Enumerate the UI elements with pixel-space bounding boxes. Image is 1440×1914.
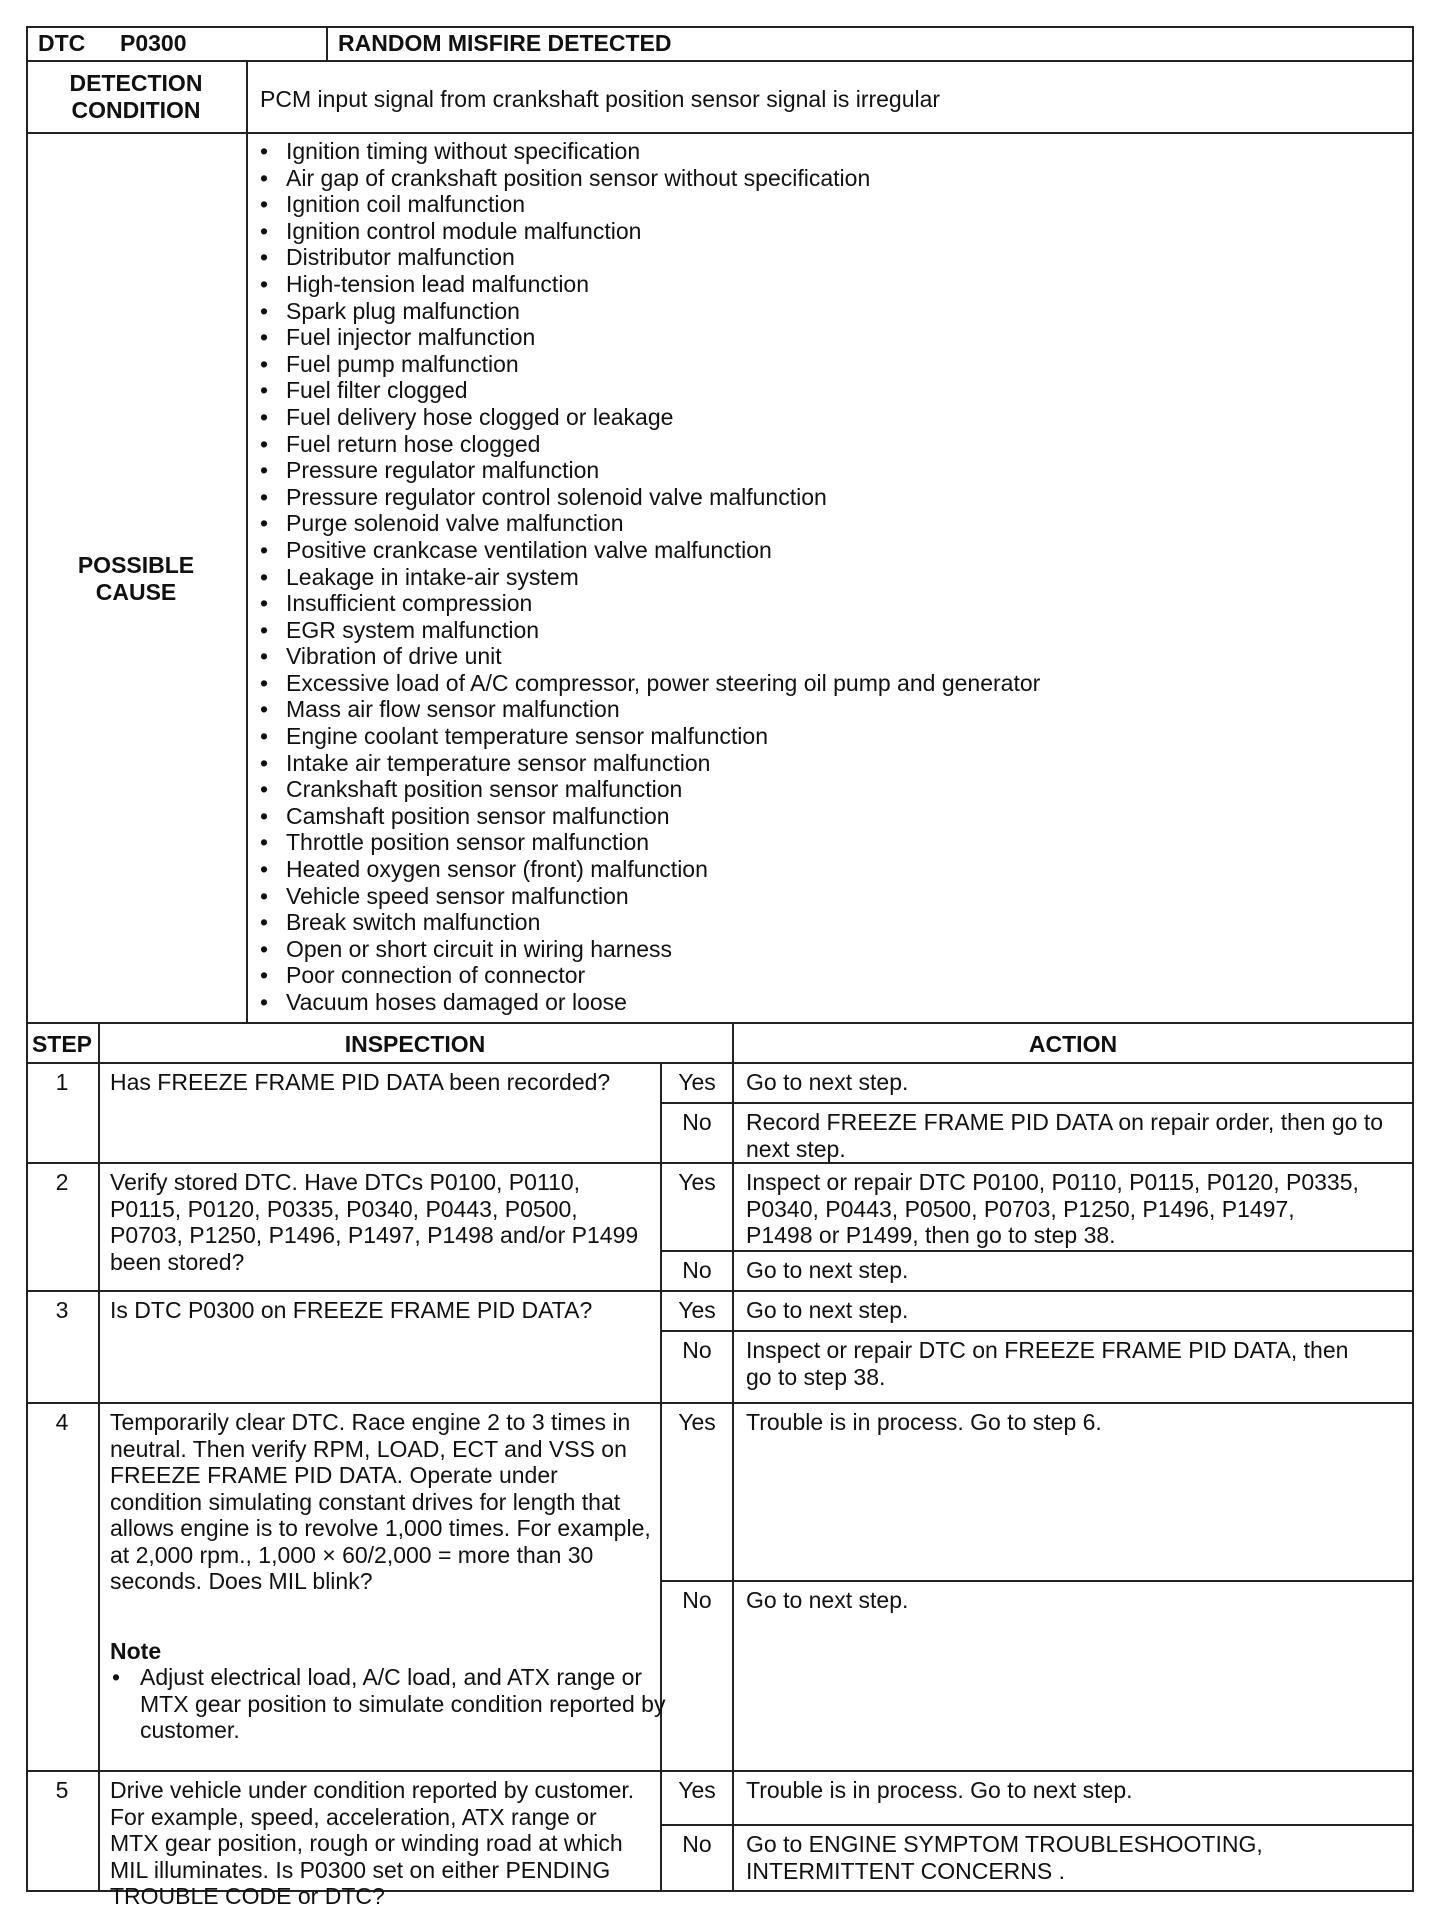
step-3-no-label: No	[682, 1337, 712, 1363]
detection-condition-text: PCM input signal from crankshaft position sensor signal is irregular	[260, 86, 941, 112]
step-4-number: 4	[55, 1409, 69, 1435]
step-5-inspection: Drive vehicle under condition reported by customer. For example, speed, acceleration, ATX range or MTX gear position, rough or winding road at which MIL illuminates. Is P0300 set on either PENDING TROUBLE CODE or DTC?	[110, 1777, 635, 1909]
possible-cause-item: • Insufficient compression	[256, 590, 1040, 617]
possible-cause-item: • Fuel return hose clogged	[256, 431, 1040, 458]
step-2-number: 2	[55, 1169, 69, 1195]
possible-cause-item: • Ignition control module malfunction	[256, 218, 1040, 245]
possible-cause-item: • Engine coolant temperature sensor malfunction	[256, 723, 1040, 750]
step-5-number: 5	[55, 1777, 69, 1803]
step-5-yes-action: Trouble is in process. Go to next step.	[746, 1777, 1133, 1803]
step-2-yes-label: Yes	[678, 1169, 716, 1195]
possible-cause-item: • Heated oxygen sensor (front) malfunction	[256, 856, 1040, 883]
step-1-no-label: No	[682, 1109, 712, 1135]
dtc-document	[26, 26, 1414, 1909]
step-1-inspection: Has FREEZE FRAME PID DATA been recorded?	[110, 1069, 611, 1095]
step-4-yes-action: Trouble is in process. Go to step 6.	[746, 1409, 1102, 1435]
possible-cause-item: • Vibration of drive unit	[256, 643, 1040, 670]
possible-cause-item: • Mass air flow sensor malfunction	[256, 696, 1040, 723]
possible-cause-item: • Fuel injector malfunction	[256, 324, 1040, 351]
step-2-inspection: Verify stored DTC. Have DTCs P0100, P0110, P0115, P0120, P0335, P0340, P0443, P0500, P0703, P1250, P1496, P1497, P1498 and/or P1499 been stored?	[110, 1169, 639, 1275]
step-column-header: STEP	[31, 1031, 93, 1057]
possible-cause-item: • Vacuum hoses damaged or loose	[256, 989, 1040, 1016]
possible-cause-item: • EGR system malfunction	[256, 617, 1040, 644]
possible-cause-item: • High-tension lead malfunction	[256, 271, 1040, 298]
possible-cause-item: • Distributor malfunction	[256, 244, 1040, 271]
possible-cause-item: • Poor connection of connector	[256, 962, 1040, 989]
step-4-note-label: Note	[110, 1638, 162, 1664]
possible-cause-item: • Open or short circuit in wiring harness	[256, 936, 1040, 963]
possible-cause-item: • Fuel delivery hose clogged or leakage	[256, 404, 1040, 431]
possible-cause-item: • Excessive load of A/C compressor, power steering oil pump and generator	[256, 670, 1040, 697]
possible-cause-item: • Positive crankcase ventilation valve malfunction	[256, 537, 1040, 564]
step-5-yes-label: Yes	[678, 1777, 716, 1803]
possible-cause-item: • Camshaft position sensor malfunction	[256, 803, 1040, 830]
step-3-yes-action: Go to next step.	[746, 1297, 909, 1323]
dtc-code: P0300	[120, 30, 187, 56]
step-2-no-label: No	[682, 1257, 712, 1283]
possible-cause-list	[256, 138, 1040, 1016]
possible-cause-item: • Intake air temperature sensor malfunction	[256, 750, 1040, 777]
possible-cause-item: • Break switch malfunction	[256, 909, 1040, 936]
possible-cause-item: • Pressure regulator malfunction	[256, 457, 1040, 484]
step-3-no-action: Inspect or repair DTC on FREEZE FRAME PID DATA, then go to step 38.	[746, 1337, 1349, 1390]
step-4-inspection: Temporarily clear DTC. Race engine 2 to 3 times in neutral. Then verify RPM, LOAD, ECT and VSS on FREEZE FRAME PID DATA. Operate under condition simulating constant drives for length that allows engine is to revolve 1,000 times. For example, at 2,000 rpm., 1,000 × 60/2,000 = more than 30 seconds. Does MIL blink?	[110, 1409, 651, 1594]
step-4-no-action: Go to next step.	[746, 1587, 909, 1613]
possible-cause-item: • Leakage in intake-air system	[256, 564, 1040, 591]
step-1-yes-action: Go to next step.	[746, 1069, 909, 1095]
possible-cause-item: • Spark plug malfunction	[256, 298, 1040, 325]
step-1-yes-label: Yes	[678, 1069, 716, 1095]
step-3-number: 3	[55, 1297, 69, 1323]
possible-cause-item: • Fuel pump malfunction	[256, 351, 1040, 378]
detection-condition-label: DETECTION CONDITION	[69, 70, 203, 123]
step-4-no-label: No	[682, 1587, 712, 1613]
step-4-note-item: • Adjust electrical load, A/C load, and ATX range or MTX gear position to simulate condition reported by customer.	[110, 1664, 680, 1744]
possible-cause-item: • Throttle position sensor malfunction	[256, 829, 1040, 856]
possible-cause-item: • Vehicle speed sensor malfunction	[256, 883, 1040, 910]
dtc-label: DTC	[38, 30, 86, 56]
step-2-no-action: Go to next step.	[746, 1257, 909, 1283]
step-5-no-action: Go to ENGINE SYMPTOM TROUBLESHOOTING, INTERMITTENT CONCERNS .	[746, 1831, 1263, 1884]
step-1-number: 1	[55, 1069, 69, 1095]
possible-cause-item: • Purge solenoid valve malfunction	[256, 510, 1040, 537]
action-column-header: ACTION	[1028, 1031, 1118, 1057]
dtc-title: RANDOM MISFIRE DETECTED	[338, 30, 672, 56]
step-5-no-label: No	[682, 1831, 712, 1857]
inspection-column-header: INSPECTION	[344, 1031, 486, 1057]
possible-cause-label: POSSIBLE CAUSE	[77, 552, 195, 605]
possible-cause-item: • Air gap of crankshaft position sensor without specification	[256, 165, 1040, 192]
step-3-yes-label: Yes	[678, 1297, 716, 1323]
step-3-inspection: Is DTC P0300 on FREEZE FRAME PID DATA?	[110, 1297, 593, 1323]
possible-cause-item: • Ignition coil malfunction	[256, 191, 1040, 218]
step-4-yes-label: Yes	[678, 1409, 716, 1435]
step-2-yes-action: Inspect or repair DTC P0100, P0110, P0115, P0120, P0335, P0340, P0443, P0500, P0703, P1250, P1496, P1497, P1498 or P1499, then go to step 38.	[746, 1169, 1359, 1248]
step-1-no-action: Record FREEZE FRAME PID DATA on repair order, then go to next step.	[746, 1109, 1384, 1162]
possible-cause-item: • Ignition timing without specification	[256, 138, 1040, 165]
possible-cause-item: • Crankshaft position sensor malfunction	[256, 776, 1040, 803]
possible-cause-item: • Fuel filter clogged	[256, 377, 1040, 404]
possible-cause-item: • Pressure regulator control solenoid valve malfunction	[256, 484, 1040, 511]
